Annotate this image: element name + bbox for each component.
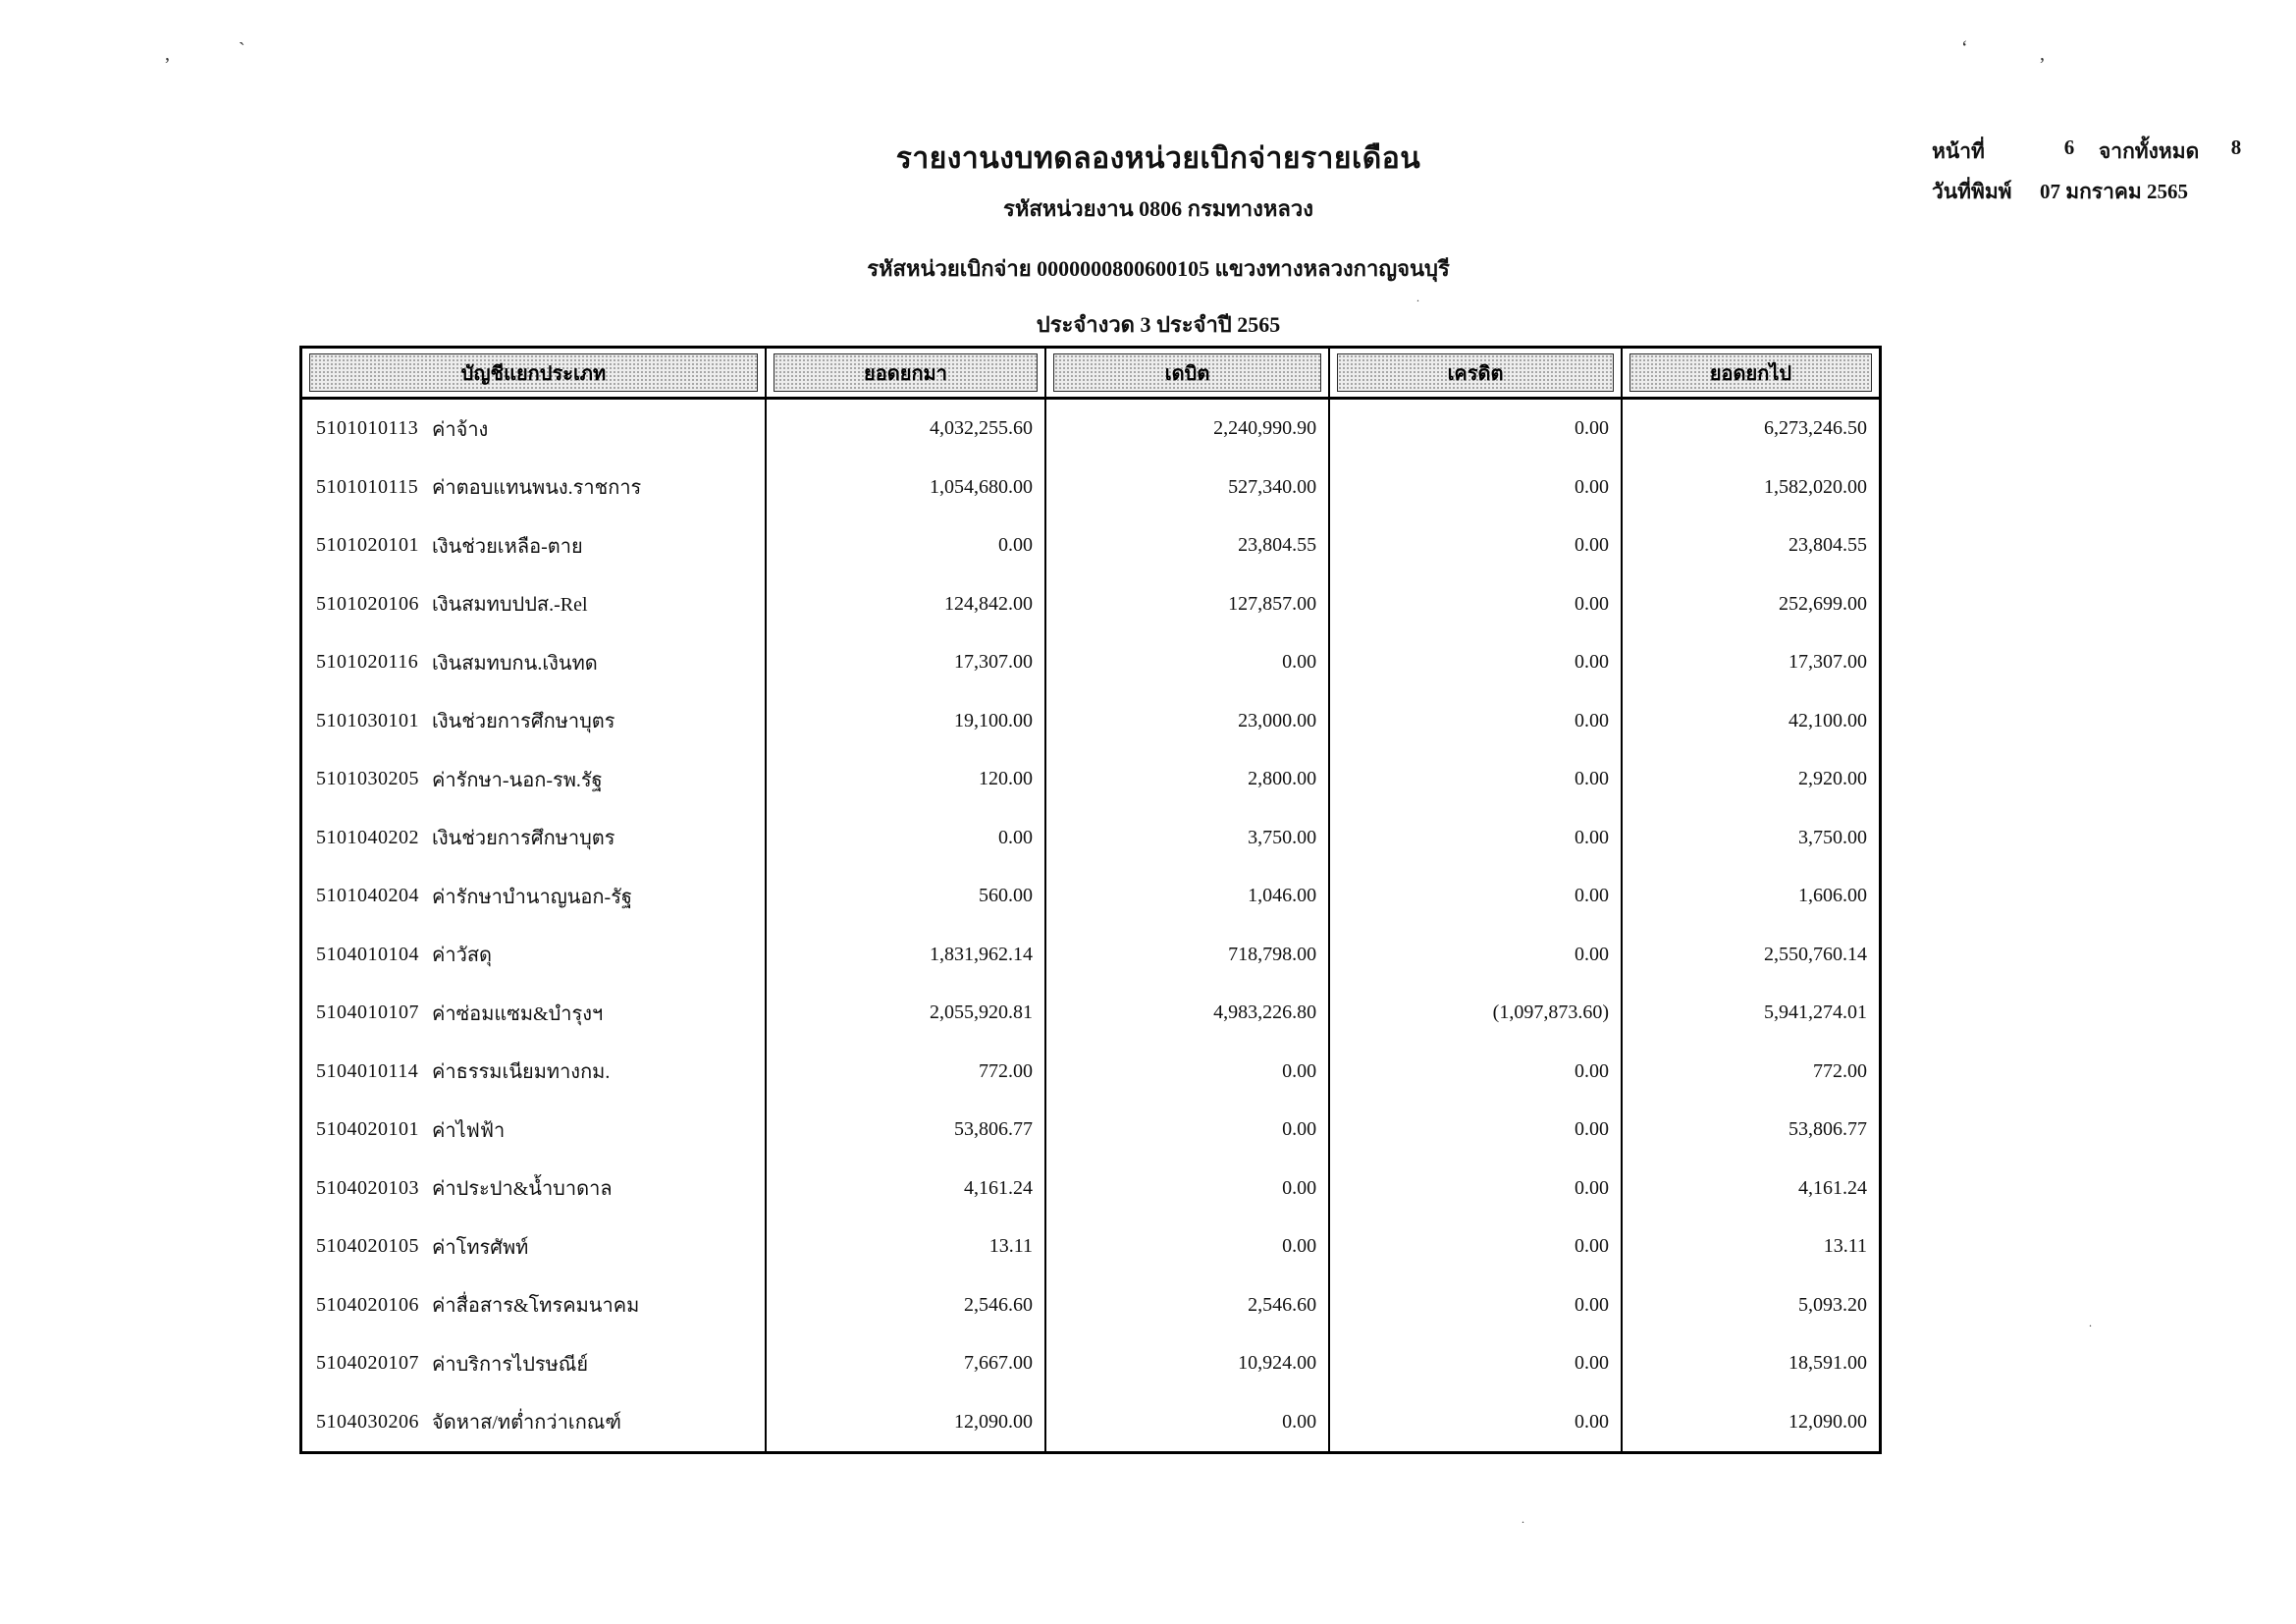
account-cell (302, 1160, 767, 1218)
carry-forward-value: 772.00 (1812, 1059, 1867, 1082)
table-row (302, 459, 1879, 517)
account-name: ค่าซ่อมแซม&บำรุงฯ (432, 1002, 604, 1025)
carry-forward-value: 17,307.00 (1788, 651, 1867, 674)
bring-forward-value: 19,100.00 (767, 692, 1046, 751)
scan-artifact: , (2040, 43, 2045, 65)
scan-artifact: ` (239, 39, 245, 61)
credit-value: 0.00 (1330, 867, 1623, 926)
account-cell (302, 1276, 767, 1335)
table-row (302, 1043, 1879, 1102)
account-code: 5104010104 (316, 943, 419, 965)
column-header-label: บัญชีแยกประเภท (309, 353, 758, 392)
bring-forward-value: 0.00 (767, 516, 1046, 575)
bring-forward-value: 772.00 (767, 1043, 1046, 1102)
table-row (302, 1334, 1879, 1393)
scan-artifact: , (165, 43, 170, 65)
account-cell (302, 1334, 767, 1393)
account-name: ค่ารักษาบำนาญนอก-รัฐ (432, 886, 632, 908)
table-body (302, 400, 1879, 1451)
carry-forward-value: 42,100.00 (1788, 709, 1867, 731)
account-name: เงินช่วยการศึกษาบุตร (432, 711, 615, 733)
account-cell (302, 1393, 767, 1452)
bring-forward-value: 13.11 (767, 1218, 1046, 1276)
carry-forward-value: 12,090.00 (1788, 1410, 1867, 1433)
account-code: 5101030205 (316, 768, 419, 790)
account-code: 5104020106 (316, 1293, 419, 1316)
table-row (302, 1101, 1879, 1160)
debit-value: 0.00 (1046, 1160, 1330, 1218)
page-label: หน้าที่ (1932, 139, 1985, 163)
bring-forward-value: 0.00 (767, 809, 1046, 868)
print-date: 07 มกราคม 2565 (2040, 180, 2189, 203)
debit-value: 527,340.00 (1046, 459, 1330, 517)
account-name: ค่าบริการไปรษณีย์ (432, 1353, 589, 1376)
account-name: ค่าไฟฟ้า (432, 1119, 506, 1142)
table-row (302, 1393, 1879, 1452)
bring-forward-value: 17,307.00 (767, 633, 1046, 692)
debit-value: 23,000.00 (1046, 692, 1330, 751)
scan-artifact: . (1416, 291, 1419, 304)
table-header-row (302, 349, 1879, 400)
table-row (302, 1276, 1879, 1335)
debit-value: 1,046.00 (1046, 867, 1330, 926)
table-row (302, 633, 1879, 692)
account-cell (302, 516, 767, 575)
debit-value: 10,924.00 (1046, 1334, 1330, 1393)
table-row (302, 1160, 1879, 1218)
page-number-line (1932, 135, 2256, 168)
credit-value: 0.00 (1330, 1334, 1623, 1393)
account-name: ค่าสื่อสาร&โทรคมนาคม (432, 1295, 640, 1318)
account-code: 5104020107 (316, 1352, 419, 1375)
bring-forward-value: 2,055,920.81 (767, 984, 1046, 1043)
account-code: 5101040202 (316, 826, 419, 848)
bring-forward-value: 120.00 (767, 750, 1046, 809)
total-pages: 8 (2230, 135, 2242, 159)
column-header (302, 349, 767, 397)
column-header-label: เครดิต (1337, 353, 1614, 392)
account-code: 5101010113 (316, 417, 419, 440)
total-pages-label: จากทั้งหมด (2099, 139, 2200, 163)
table-row (302, 926, 1879, 985)
bring-forward-value: 4,032,255.60 (767, 400, 1046, 459)
account-name: เงินสมทบปปส.-Rel (432, 594, 588, 617)
account-name: ค่าประปา&น้ำบาดาล (432, 1178, 613, 1201)
account-name: จัดหาส/ทต่ำกว่าเกณฑ์ (432, 1412, 621, 1435)
credit-value: 0.00 (1330, 692, 1623, 751)
carry-forward-value: 6,273,246.50 (1763, 417, 1867, 440)
period-line: ประจำงวด 3 ประจำปี 2565 (1036, 312, 1281, 337)
carry-forward-value: 53,806.77 (1788, 1118, 1867, 1141)
account-name: ค่ารักษา-นอก-รพ.รัฐ (432, 769, 603, 791)
document-header (363, 135, 1953, 342)
table-row (302, 516, 1879, 575)
table-row (302, 809, 1879, 868)
account-cell (302, 1043, 767, 1102)
carry-forward-value: 3,750.00 (1797, 826, 1867, 848)
account-code: 5104020101 (316, 1118, 419, 1141)
credit-value: 0.00 (1330, 1218, 1623, 1276)
carry-forward-value: 13.11 (1823, 1235, 1867, 1258)
debit-value: 0.00 (1046, 1218, 1330, 1276)
credit-value: 0.00 (1330, 750, 1623, 809)
carry-forward-value: 5,093.20 (1797, 1293, 1867, 1316)
credit-value: (1,097,873.60) (1330, 984, 1623, 1043)
account-name: ค่าโทรศัพท์ (432, 1236, 529, 1259)
account-cell (302, 459, 767, 517)
print-date-line (1932, 176, 2256, 208)
account-name: ค่าตอบแทนพนง.ราชการ (432, 477, 642, 500)
org-code-line: รหัสหน่วยงาน 0806 กรมทางหลวง (1003, 196, 1313, 221)
account-cell (302, 809, 767, 868)
page-title: รายงานงบทดลองหน่วยเบิกจ่ายรายเดือน (895, 142, 1421, 175)
account-name: เงินช่วยการศึกษาบุตร (432, 828, 615, 850)
account-name: เงินช่วยเหลือ-ตาย (432, 535, 583, 558)
credit-value: 0.00 (1330, 1276, 1623, 1335)
debit-value: 0.00 (1046, 1101, 1330, 1160)
credit-value: 0.00 (1330, 400, 1623, 459)
account-cell (302, 633, 767, 692)
table-row (302, 692, 1879, 751)
debit-value: 127,857.00 (1046, 575, 1330, 634)
account-cell (302, 750, 767, 809)
account-cell (302, 867, 767, 926)
unit-code-line: รหัสหน่วยเบิกจ่าย 0000000800600105 แขวงทางหลวงกาญจนบุรี (867, 256, 1450, 281)
debit-value: 4,983,226.80 (1046, 984, 1330, 1043)
account-code: 5101010115 (316, 475, 419, 498)
account-code: 5101030101 (316, 709, 419, 731)
bring-forward-value: 1,831,962.14 (767, 926, 1046, 985)
debit-value: 3,750.00 (1046, 809, 1330, 868)
carry-forward-value: 1,582,020.00 (1763, 475, 1867, 498)
debit-value: 0.00 (1046, 1043, 1330, 1102)
bring-forward-value: 4,161.24 (767, 1160, 1046, 1218)
bring-forward-value: 2,546.60 (767, 1276, 1046, 1335)
credit-value: 0.00 (1330, 926, 1623, 985)
table-row (302, 575, 1879, 634)
debit-value: 2,800.00 (1046, 750, 1330, 809)
account-code: 5104020103 (316, 1176, 419, 1199)
account-code: 5101020106 (316, 592, 419, 615)
carry-forward-value: 4,161.24 (1797, 1176, 1867, 1199)
account-cell (302, 575, 767, 634)
account-code: 5104010114 (316, 1059, 419, 1082)
carry-forward-value: 2,550,760.14 (1763, 943, 1867, 965)
account-code: 5104030206 (316, 1410, 419, 1433)
account-code: 5101040204 (316, 885, 419, 907)
column-header (1623, 349, 1879, 397)
table-row (302, 750, 1879, 809)
carry-forward-value: 23,804.55 (1788, 534, 1867, 557)
account-cell (302, 984, 767, 1043)
page-number: 6 (2063, 135, 2075, 159)
debit-value: 0.00 (1046, 1393, 1330, 1452)
account-code: 5101020101 (316, 534, 419, 557)
bring-forward-value: 53,806.77 (767, 1101, 1046, 1160)
trial-balance-table (299, 346, 1882, 1454)
account-cell (302, 1101, 767, 1160)
debit-value: 0.00 (1046, 633, 1330, 692)
credit-value: 0.00 (1330, 516, 1623, 575)
account-name: เงินสมทบกน.เงินทด (432, 652, 598, 675)
credit-value: 0.00 (1330, 1160, 1623, 1218)
column-header (1330, 349, 1623, 397)
bring-forward-value: 7,667.00 (767, 1334, 1046, 1393)
debit-value: 23,804.55 (1046, 516, 1330, 575)
account-cell (302, 1218, 767, 1276)
credit-value: 0.00 (1330, 633, 1623, 692)
scan-artifact: . (2089, 1316, 2092, 1329)
column-header-label: ยอดยกมา (774, 353, 1038, 392)
table-row (302, 400, 1879, 459)
account-code: 5104020105 (316, 1235, 419, 1258)
print-date-label: วันที่พิมพ์ (1932, 180, 2012, 203)
scan-artifact: . (1522, 1512, 1524, 1526)
bring-forward-value: 12,090.00 (767, 1393, 1046, 1452)
column-header (1046, 349, 1330, 397)
carry-forward-value: 1,606.00 (1797, 885, 1867, 907)
bring-forward-value: 560.00 (767, 867, 1046, 926)
credit-value: 0.00 (1330, 1043, 1623, 1102)
table-row (302, 867, 1879, 926)
column-header-label: เดบิต (1053, 353, 1321, 392)
account-cell (302, 926, 767, 985)
account-name: ค่าธรรมเนียมทางกม. (432, 1061, 611, 1084)
account-code: 5104010107 (316, 1001, 419, 1024)
credit-value: 0.00 (1330, 459, 1623, 517)
carry-forward-value: 5,941,274.01 (1763, 1001, 1867, 1024)
account-cell (302, 400, 767, 459)
carry-forward-value: 18,591.00 (1788, 1352, 1867, 1375)
carry-forward-value: 2,920.00 (1797, 768, 1867, 790)
credit-value: 0.00 (1330, 575, 1623, 634)
column-header-label: ยอดยกไป (1629, 353, 1872, 392)
debit-value: 2,546.60 (1046, 1276, 1330, 1335)
table-row (302, 1218, 1879, 1276)
bring-forward-value: 124,842.00 (767, 575, 1046, 634)
account-name: ค่าวัสดุ (432, 945, 493, 967)
table-row (302, 984, 1879, 1043)
account-code: 5101020116 (316, 651, 419, 674)
account-cell (302, 692, 767, 751)
credit-value: 0.00 (1330, 809, 1623, 868)
credit-value: 0.00 (1330, 1393, 1623, 1452)
carry-forward-value: 252,699.00 (1778, 592, 1867, 615)
bring-forward-value: 1,054,680.00 (767, 459, 1046, 517)
page-meta (1932, 135, 2256, 216)
debit-value: 2,240,990.90 (1046, 400, 1330, 459)
account-name: ค่าจ้าง (432, 418, 489, 441)
scan-artifact: ‘ (1961, 37, 1968, 59)
credit-value: 0.00 (1330, 1101, 1623, 1160)
column-header (767, 349, 1046, 397)
debit-value: 718,798.00 (1046, 926, 1330, 985)
